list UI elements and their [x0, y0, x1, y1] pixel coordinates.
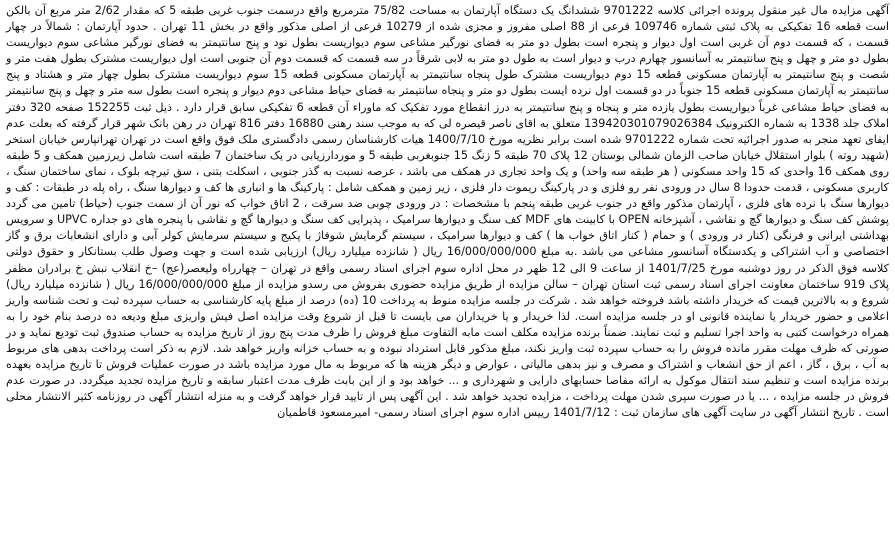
notice-body-text: آگهی مزایده مال غیر منقول پرونده اجرائی کلاسه 9701222 ششدانگ یک دستگاه آپارتمان به مساحت 75/82 مترمربع واقع درسمت جنوب غربی طبقه 5 که مقدار 2/62 متر مربع آن بالکن است قطعه 16 تفکیکی به پلاک ثبتی شماره 109746 فرعی از 88 اصلی مفروز و مجزی شده از 10279 فرعی از اصلی مذکور واقع در بخش 11 تهران . حدود آپارتمان : شمالاً در چهار قسمت ، که قسمت دوم آن غربی است اول دیوار و پنجره است بطول دو متر به فضای نورگیر مشاعی سوم دیواریست بطول نود و پنج سانتیمتر به فضای نورگیر مشاعی سوم دیواریست بطول دو متر و چهل و پنج سانتیمتر به آسانسور چهارم درب و دیوار است به طول دو متر به لابی شرقاً در سه قسمت که قسمت دوم آن جنوبی است اول دیواریست مشترک بطول هفت متر و شصت و پنج سانتیمتر به آپارتمان مسکونی قطعه 15 دوم دیواریست مشترک طول پنجاه سانتیمتر به آپارتمان مسکونی قطعه 15 سوم دیواریست مشترک بطول چهار متر و هشتاد و پنج سانتیمتر به آپارتمان مسکونی قطعه 15 جنوباً در دو قسمت اول نرده ایست بطول دو متر و پنجاه سانتیمتر به فضای حیاط مشاعی دوم دیوار و پنجره است بطول سه متر و چهل و پنج سانتیمتر به فضای حیاط مشاعی غرباً دیواریست بطول یازده متر و پنجاه و پنج سانتیمتر به درز انقطاع مورد تفکیک که ماوراء آن قطعه 6 تفکیکی سابق قرار دارد . ذیل ثبت 152255 صفحه 320 دفتر املاک جلد 1338 به شماره الکترونیک 139420301079026384 متعلق به اقای ناصر قیصره لی که به موجب سند رهنی 16880 دفتر 816 تهران در رهن بانک شهر قرار گرفته که بعلت عدم ایفای تعهد منجر به صدور اجرائیه تحت شماره 9701222 شده است برابر نظریه مورخ 1400/7/10 هیات کارشناسان رسمی دادگستری ملک فوق واقع است در تهران تهرانپارس خیابان استخر (شهید روته ) بلوار استقلال خیابان صاحب الزمان شمالی بوستان 12 پلاک 70 طبقه 5 زنگ 15 جنوبغربی طبقه 5 و موردارزیابی در یک ساختمان 7 طبقه است شامل زیرزمین همکف و 5 طبقه روی همکف 16 واحدی که 15 واحد مسکونی ( هر طبقه سه واحد) و یک واحد تجاری در همکف می باشد ، عرصه نسبت به گذر جنوبی ، اسکلت بتنی ، سق تیرچه بلوک ، نمای ساختمان سنگ ، کاربری مسکونی ، قدمت حدودا 8 سال در ورودی نفر رو فلزی و در پارکینگ ریموت دار فلزی ، زیر زمین و همکف شامل : پارکینگ ها و انباری ها کف و دیوارها سنگ ، راه پله در طبقات : کف و دیوارها سنگ با نرده های فلزی ، آپارتمان مذکور واقع در جنوب غربی طبقه پنجم با مشخصات : در ورودی چوبی ضد سرقت ، 2 اتاق خواب که نور آن از سمت جنوب (حیاط) تامین می گردد پوشش کف سنگ و دیوارها گچ و نقاشی ، آشپزخانه OPEN با کابینت های MDF کف سنگ و دیوارها سرامیک ، پذیرایی کف سنگ و دیوارها گچ و نقاشی با پنجره های دو جداره UPVC و سرویس بهداشتی ایرانی و فرنگی (کنار در ورودی ) و حمام ( کنار اتاق خواب ها ) کف و دیوارها سرامیک ، سیستم گرمایش شوفاژ با پکیج و سیستم سرمایش کولر آبی و دارای انشعابات برق و گاز اختصاصی و آب اشتراکی و یکدستگاه آسانسور مشاعی می باشد .به مبلغ 16/000/000/000 ریال ( شانزده میلیارد ریال) ارزیابی شده است و جهت وصول طلب بستانکار و حقوق دولتی کلاسه فوق الذکر در روز دوشنبه مورخ 1401/7/25 از ساعت 9 الی 12 ظهر در محل اداره سوم اجرای اسناد رسمی واقع در تهران – چهارراه ولیعصر(عج) –خ انقلاب نبش خ برادران مظفر پلاک 919 ساختمان معاونت اجرای اسناد رسمی ثبت استان تهران – سالن مزایده از طریق مزایده حضوری بفروش می رسدو مزایده از مبلغ 16/000/000/000 ریال ( شانزده میلیارد ریال) شروع و به بالاترین قیمت که خریدار داشته باشد فروخته خواهد شد . شرکت در جلسه مزایده منوط به پرداخت 10 (ده) درصد از مبلغ پایه کارشناسی به حساب سپرده ثبت و تحت شناسه واریز اعلامی و حضور خریدار یا نماینده قانونی او در جلسه مزایده است. لذا خریدار و یا خریداران می بایست تا قبل از شروع وقت مزایده اصل فیش واریزی مبلغ ودیعه ده درصد بنام خود را به همراه درخواست کتبی به واحد اجرا تسلیم و ثبت نمایند. ضمناً برنده مزایده مکلف است مابه التفاوت مبلغ فروش را ظرف مدت پنج روز از تاریخ مزایده به حساب صندوق ثبت تودیع نماید و در صورتی که ظرف مهلت مقرر مانده فروش را به حساب سپرده ثبت واریز نکند، مبلغ مذکور قابل استرداد نبوده و به حساب خزانه واریز خواهد شد. لازم به ذکر است پرداخت بدهی های مربوط به آب ، برق ، گاز ، اعم از حق انشعاب و اشتراک و مصرف و نیز بدهی مالیاتی ، عوارض و دیگر هزینه ها که مربوط به مال مورد مزایده باشد در صورت عملیات فروش تا تاریخ مزایده بعهده برنده مزایده است و تنظیم سند انتقال موکول به ارائه مفاصا حسابهای دارایی و شهرداری و ... خواهد بود و از این بابت ظرف مدت اعتبار سابقه و تاریخ مزایده تجدید میگردد. در صورت عدم فروش در جلسه مزایده ، ... یا در صورت سپری شدن مهلت پرداخت ، مزایده تجدید خواهد شد . این آگهی پس از تایید قرار خواهد گرفت و به منزله انتشار آگهی در روزنامه کثیر الانتشار محلی است . تاریخ انتشار آگهی در سایت آگهی های سازمان ثبت : 1401/7/12 رییس اداره سوم اجرای اسناد رسمی- امیرمسعود قاطمیان — [6, 4, 890, 420]
